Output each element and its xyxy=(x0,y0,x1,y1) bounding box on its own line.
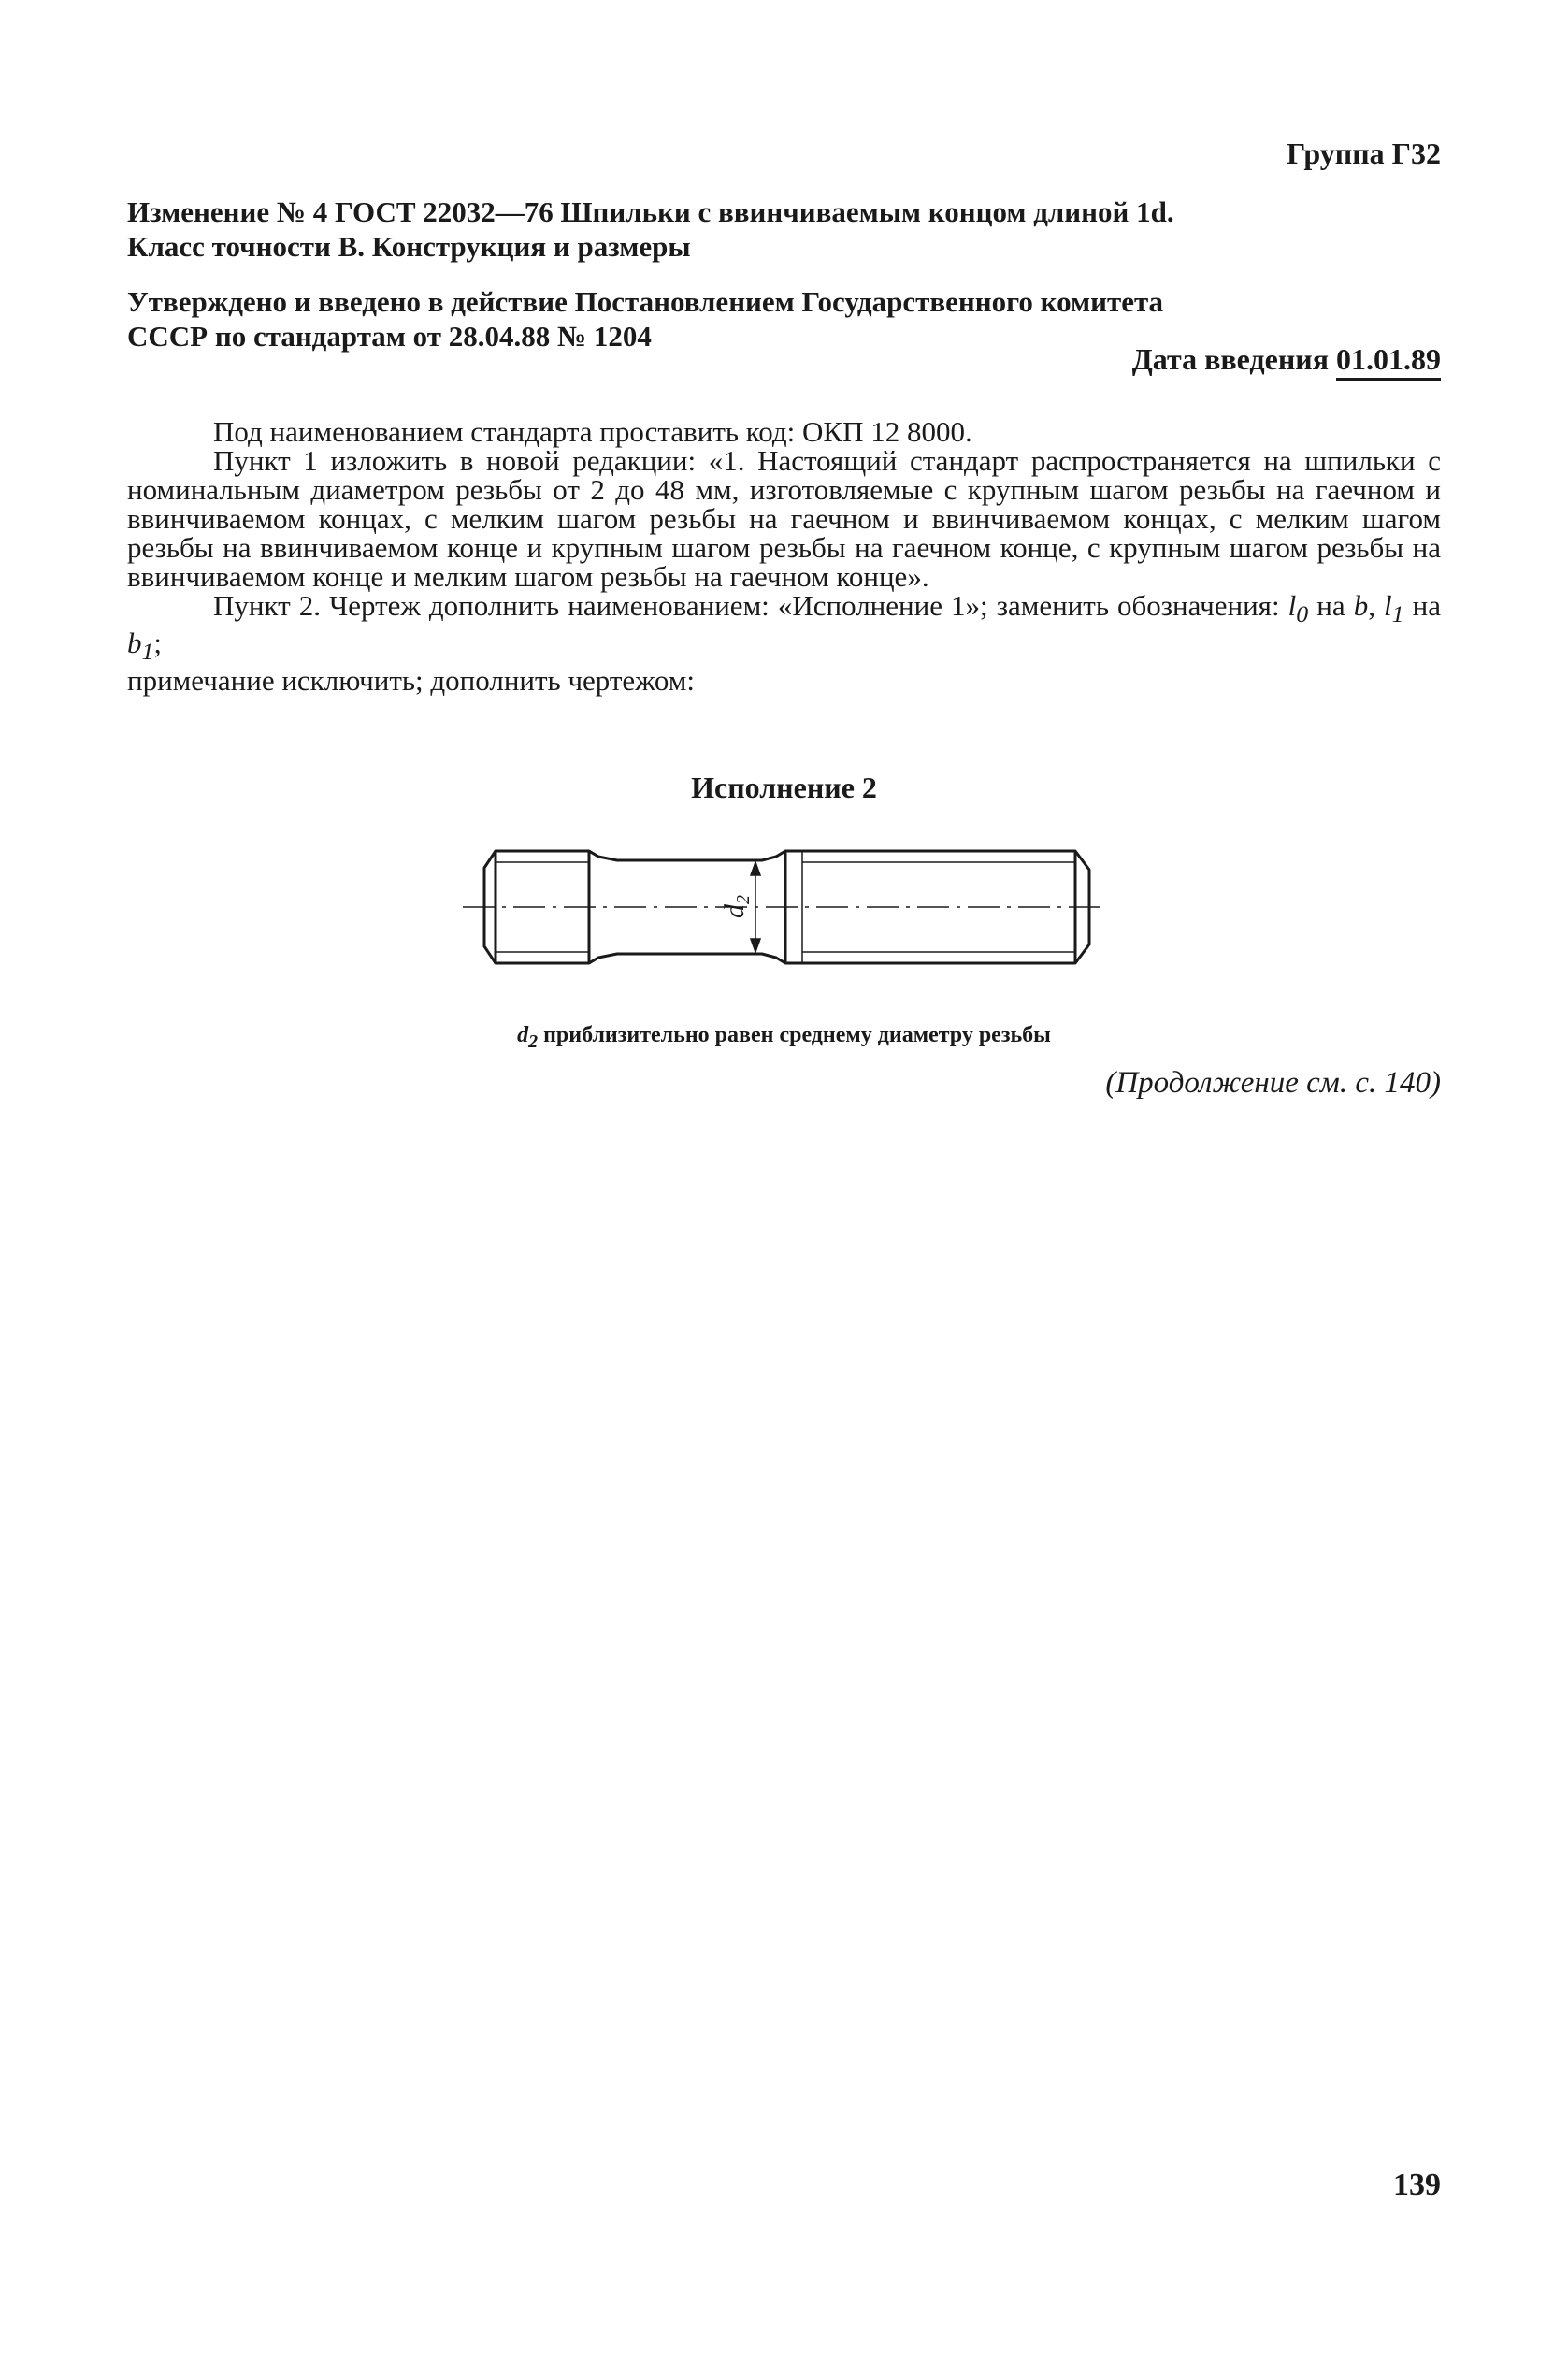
change-title xyxy=(127,195,1441,264)
effective-date xyxy=(1132,342,1441,377)
symbol-b: b xyxy=(1353,589,1369,622)
date-value: 01.01.89 xyxy=(1336,342,1441,381)
date-label: Дата введения xyxy=(1131,342,1329,376)
approval-line1: Утверждено и введено в действие Постановлением Государственного комитета xyxy=(127,285,1164,318)
dimension-label-d2: $d_2$ xyxy=(719,895,754,918)
change-title-line1: Изменение № 4 ГОСТ 22032—76 Шпильки с ввинчиваемым концом длиной 1d. xyxy=(127,195,1174,228)
note-symbol: $d_2$ xyxy=(517,1023,539,1052)
body-text xyxy=(127,415,1441,698)
continuation-note: (Продолжение см. с. 140) xyxy=(1105,1066,1441,1100)
paragraph-okp-code: Под наименованием стандарта проставить код: ОКП 12 8000. xyxy=(213,415,972,448)
page-number: 139 xyxy=(1393,2168,1441,2202)
item-2-text: Пункт 2. Чертеж дополнить наименованием: «Исполнение 1»; заменить обозначения: xyxy=(213,589,1288,622)
figure-note xyxy=(0,1023,1568,1053)
symbol-l1: $l_1$ xyxy=(1384,589,1404,628)
paragraph-item-2: Пункт 2. Чертеж дополнить наименованием: «Исполнение 1»; заменить обозначения: $l_0$ на b, $l_1$ на $b_1$; xyxy=(127,589,1441,666)
approval-line2: СССР по стандартам от 28.04.88 № 1204 xyxy=(127,320,652,353)
figure-title: Исполнение 2 xyxy=(691,771,877,804)
paragraph-note-exclude: примечание исключить; дополнить чертежом: xyxy=(127,664,695,698)
group-code: Группа Г32 xyxy=(1287,137,1441,170)
stud-drawing xyxy=(458,832,1113,991)
note-text: приблизительно равен среднему диаметру резьбы xyxy=(538,1023,1051,1047)
symbol-l0: $l_0$ xyxy=(1287,589,1309,628)
change-title-line2: Класс точности В. Конструкция и размеры xyxy=(127,230,691,263)
paragraph-item-1: Пункт 1 изложить в новой редакции: «1. Настоящий стандарт распространяется на шпильки с номинальным диаметром резьбы от 2 до 48 мм, изготовляемые с крупным шагом резьбы на гаечном и ввинчиваемом концах, с мелким шагом резьбы на гаечном и ввинчиваемом концах, с мелким шагом резьбы на ввинчиваемом конце и крупным шагом резьбы на гаечном конце, с крупным шагом резьбы на ввинчиваемом конце и мелким шагом резьбы на гаечном конце». xyxy=(127,444,1441,593)
symbol-b1: $b_1$ xyxy=(127,627,154,666)
